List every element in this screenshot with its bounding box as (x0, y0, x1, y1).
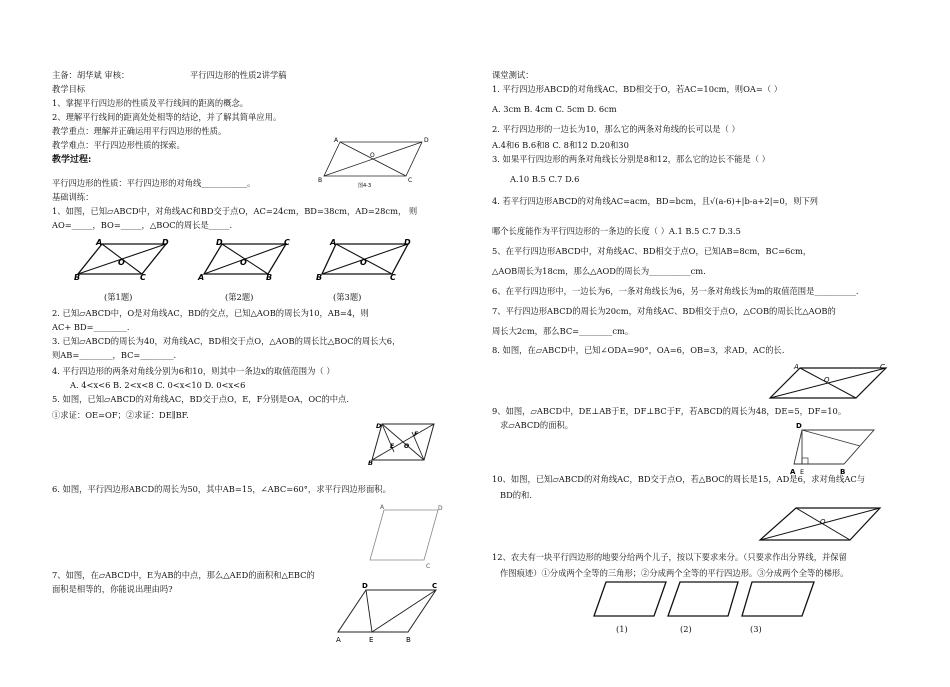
t12-line2: 作图痕迹）①分成两个全等的三角形；②分成两个全等的平行四边形。③分成两个全等的梯形。 (500, 568, 849, 578)
goal-2: 2、理解平行线间的距离处处相等的结论，并了解其简单应用。 (52, 112, 282, 122)
svg-text:B: B (368, 459, 373, 467)
t7-line2: 周长大2cm，那么BC=________cm。 (492, 326, 634, 336)
t1-line: 1. 平行四边形ABCD的对角线AC、BD相交于O，若AC=10cm，则OA=（ ） (492, 84, 783, 94)
key-point: 教学重点：理解并正确运用平行四边形的性质。 (52, 126, 227, 136)
q7-line2: 面积是相等的，你能说出理由吗? (52, 584, 173, 594)
t5-line2: △AOB周长为18cm，那么△AOD的周长为__________cm. (492, 266, 706, 276)
svg-text:B: B (840, 468, 846, 476)
figure-q5 (368, 418, 440, 466)
basic-training: 基础训练： (52, 192, 94, 202)
t8-line: 8. 如图，在▱ABCD中，已知∠ODA=90°，OA=6，OB=3，求AD，AC的长. (492, 345, 785, 355)
t3-options: A.10 B.5 C.7 D.6 (510, 174, 580, 184)
q2-line1: 2. 已知▱ABCD中，O是对角线AC，BD的交点，已知△AOB的周长为10，AB=4，则 (52, 308, 369, 318)
q1-line1: 1、如图，已知▱ABCD中，对角线AC和BD交于点O，AC=24cm，BD=38cm，AD=28cm， 则 (52, 206, 418, 216)
q4-line: 4. 平行四边形的两条对角线分别为6和10，则其中一条边x的取值范围为（ ） (52, 366, 335, 376)
svg-text:C: C (140, 273, 146, 282)
svg-text:O: O (360, 258, 367, 267)
svg-text:F: F (414, 431, 419, 438)
t1-options: A. 3cm B. 4cm C. 5cm D. 6cm (492, 104, 617, 114)
q3-line2: 则AB=________，BC=________. (52, 350, 177, 360)
svg-text:O: O (240, 258, 247, 267)
q6-line: 6. 如图，平行四边形ABCD的周长为50，其中AB=15，∠ABC=60°，求平行四边形面积。 (52, 484, 391, 494)
t2-options: A.4和6 B.6和8 C. 8和12 D.20和30 (492, 140, 629, 150)
svg-text:D: D (404, 238, 411, 247)
svg-text:C: C (432, 582, 438, 590)
caption-q3: (第3题) (333, 292, 362, 302)
svg-text:A: A (794, 363, 799, 371)
svg-text:A: A (334, 137, 339, 144)
svg-text:B: B (74, 273, 81, 282)
t4-line1: 4. 若平行四边形ABCD的对角线AC=acm，BD=bcm，且√(a-6)+|b-a+2|=0，则下列 (492, 196, 818, 206)
figure-q3 (316, 238, 416, 280)
svg-text:D: D (796, 422, 802, 430)
svg-text:O: O (118, 258, 125, 267)
q7-line1: 7、如图，在▱ABCD中，E为AB的中点，那么△AED的面积和△EBC的 (52, 570, 315, 580)
svg-text:O: O (824, 376, 830, 384)
t12-line1: 12、农夫有一块平行四边形的地要分给两个儿子，按以下要求来分。（只要求作出分界线，并保留 (492, 552, 847, 562)
figure-t10 (756, 500, 886, 546)
t2-line: 2. 平行四边形的一边长为10，那么它的两条对角线的长可以是（ ） (492, 124, 740, 134)
q2-line2: AC+ BD=________. (52, 322, 130, 332)
figure-q6 (368, 500, 448, 570)
svg-text:图4-3: 图4-3 (358, 183, 372, 189)
svg-text:A: A (790, 468, 796, 476)
svg-text:C: C (880, 363, 885, 371)
goal-1: 1、掌握平行四边形的性质及平行线间的距离的概念。 (52, 98, 249, 108)
goals-heading: 教学目标 (52, 84, 86, 94)
svg-text:O: O (820, 518, 826, 526)
t10-line1: 10、如图，已知▱ABCD的对角线AC，BD交于点O，若△BOC的周长是15，AD是6，求对角线AC与 (492, 474, 865, 484)
figure-t9 (790, 418, 880, 476)
t4-line2: 哪个长度能作为平行四边形的一条边的长度（ ）A.1 B.5 C.7 D.3.5 (492, 226, 741, 236)
t9-line2: 求▱ABCD的面积。 (500, 420, 574, 430)
figure-q2 (198, 238, 298, 280)
figure-t8 (764, 362, 894, 404)
svg-text:A: A (336, 636, 341, 644)
q5-line1: 5. 如图，已知▱ABCD的对角线AC，BD交于点O，E，F分别是OA，OC的中点. (52, 394, 349, 404)
figure-q1 (74, 238, 174, 280)
svg-text:A: A (330, 238, 337, 247)
svg-text:C: C (426, 563, 431, 570)
svg-text:C: C (408, 177, 413, 184)
page-title: 平行四边形的性质2讲学稿 (190, 70, 287, 80)
caption-q2: (第2题) (225, 292, 254, 302)
svg-text:B: B (316, 273, 323, 282)
q4-options: A. 4<x<6 B. 2<x<8 C. 0<x<10 D. 0<x<6 (70, 380, 246, 390)
svg-text:D: D (438, 505, 443, 512)
svg-text:B: B (318, 177, 323, 184)
t5-line1: 5、在平行四边形ABCD中，对角线AC、BD相交于点O，已知AB=8cm，BC=6cm， (492, 246, 812, 256)
svg-text:D: D (216, 238, 223, 247)
q5-line2: ①求证：OE=OF；②求证：DE∥BF. (52, 410, 189, 420)
svg-text:E: E (390, 443, 395, 450)
caption-q1: (第1题) (104, 292, 133, 302)
svg-text:O: O (404, 443, 410, 450)
figure-t12 (592, 580, 822, 620)
svg-text:C: C (284, 238, 290, 247)
t3-line: 3. 如果平行四边形的两条对角线长分别是8和12，那么它的边长不能是（ ） (492, 154, 770, 164)
svg-text:A: A (96, 238, 103, 247)
difficulty: 教学难点：平行四边形性质的探索。 (52, 140, 185, 150)
svg-text:C: C (390, 273, 396, 282)
svg-text:D: D (424, 137, 429, 144)
t6-line: 6、在平行四边形中，一边长为6，一条对角线长为6，另一条对角线长为m的取值范围是__________. (492, 286, 859, 296)
svg-text:E: E (369, 636, 374, 644)
t12-caption-2: (2) (680, 624, 692, 634)
t7-line1: 7、平行四边形ABCD的周长为20cm，对角线AC、BD相交于点O，△COB的周长比△AOB的 (492, 306, 836, 316)
svg-text:B: B (406, 636, 411, 644)
property-line: 平行四边形的性质：平行四边形的对角线___________。 (52, 178, 256, 188)
svg-text:A: A (380, 504, 385, 511)
author-line: 主备：胡华斌 审核： (52, 70, 130, 80)
figure-4-3 (318, 132, 428, 190)
q3-line1: 3. 已知▱ABCD的周长为40，对角线AC，BD相交于点O，△AOB的周长比△BOC的周长大6， (52, 336, 401, 346)
svg-text:O: O (370, 152, 375, 159)
svg-text:E: E (800, 468, 805, 476)
svg-text:D: D (362, 582, 368, 590)
svg-text:A: A (198, 273, 205, 282)
t9-line1: 9、如图，▱ABCD中，DE⊥AB于E，DF⊥BC于F，若ABCD的周长为48，DE=5，DF=10。 (492, 406, 847, 416)
process-heading: 教学过程: (52, 155, 92, 165)
t12-caption-1: (1) (616, 624, 628, 634)
svg-text:D: D (376, 422, 382, 430)
t10-line2: BD的和. (500, 490, 532, 500)
test-heading: 课堂测试： (492, 70, 534, 80)
figure-q7 (336, 582, 448, 644)
svg-text:B: B (266, 273, 273, 282)
q1-line2: AO=_____，BO=_____，△BOC的周长是_____. (52, 220, 233, 230)
svg-text:D: D (162, 238, 169, 247)
t12-caption-3: (3) (750, 624, 762, 634)
